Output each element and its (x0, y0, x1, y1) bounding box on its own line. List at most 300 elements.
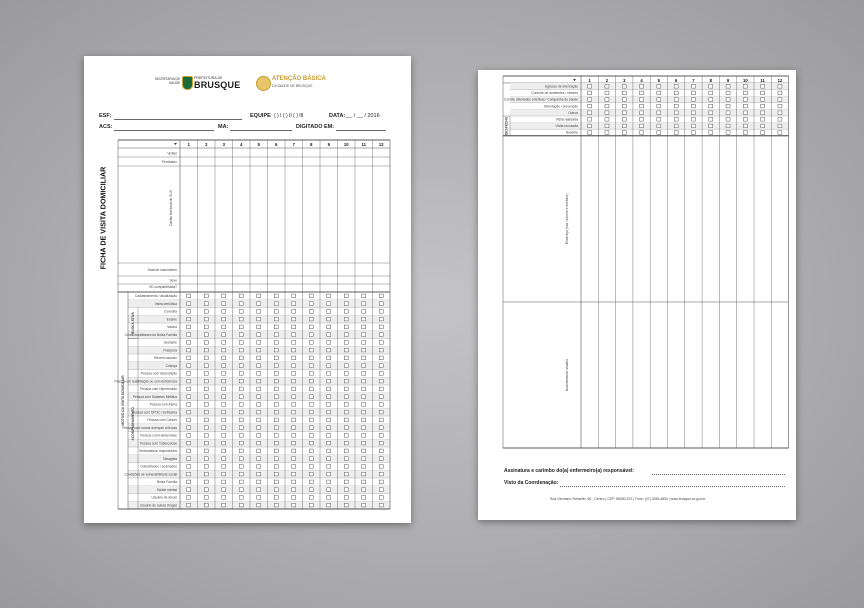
checkbox[interactable] (709, 111, 713, 115)
checkbox[interactable] (362, 403, 366, 407)
checkbox[interactable] (309, 410, 313, 414)
checkbox[interactable] (222, 341, 226, 345)
checkbox[interactable] (605, 118, 609, 122)
checkbox[interactable] (309, 472, 313, 476)
checkbox[interactable] (292, 372, 296, 376)
checkbox[interactable] (222, 434, 226, 438)
checkbox[interactable] (239, 348, 243, 352)
checkbox[interactable] (362, 372, 366, 376)
checkbox[interactable] (344, 426, 348, 430)
checkbox[interactable] (344, 441, 348, 445)
checkbox[interactable] (204, 480, 208, 484)
checkbox[interactable] (344, 503, 348, 507)
checkbox[interactable] (761, 91, 765, 95)
checkbox[interactable] (344, 480, 348, 484)
checkbox[interactable] (344, 341, 348, 345)
checkbox[interactable] (691, 124, 695, 128)
checkbox[interactable] (344, 449, 348, 453)
checkbox[interactable] (709, 104, 713, 108)
checkbox[interactable] (327, 364, 331, 368)
checkbox[interactable] (379, 480, 383, 484)
checkbox[interactable] (362, 496, 366, 500)
checkbox[interactable] (274, 441, 278, 445)
checkbox[interactable] (657, 85, 661, 89)
checkbox[interactable] (187, 372, 191, 376)
checkbox[interactable] (327, 395, 331, 399)
checkbox[interactable] (222, 503, 226, 507)
checkbox[interactable] (309, 348, 313, 352)
checkbox[interactable] (778, 98, 782, 102)
checkbox[interactable] (204, 426, 208, 430)
checkbox[interactable] (187, 449, 191, 453)
checkbox[interactable] (778, 131, 782, 135)
checkbox[interactable] (257, 472, 261, 476)
checkbox[interactable] (344, 465, 348, 469)
checkbox[interactable] (327, 465, 331, 469)
checkbox[interactable] (344, 325, 348, 329)
checkbox[interactable] (362, 341, 366, 345)
checkbox[interactable] (204, 465, 208, 469)
chevron-down-icon[interactable] (174, 143, 177, 145)
checkbox[interactable] (257, 426, 261, 430)
checkbox[interactable] (292, 465, 296, 469)
checkbox[interactable] (743, 124, 747, 128)
checkbox[interactable] (204, 364, 208, 368)
checkbox[interactable] (222, 441, 226, 445)
checkbox[interactable] (327, 457, 331, 461)
checkbox[interactable] (362, 472, 366, 476)
checkbox[interactable] (362, 395, 366, 399)
checkbox[interactable] (379, 372, 383, 376)
checkbox[interactable] (674, 118, 678, 122)
checkbox[interactable] (605, 85, 609, 89)
checkbox[interactable] (761, 85, 765, 89)
checkbox[interactable] (274, 449, 278, 453)
checkbox[interactable] (239, 449, 243, 453)
checkbox[interactable] (274, 379, 278, 383)
checkbox[interactable] (204, 302, 208, 306)
checkbox[interactable] (379, 379, 383, 383)
checkbox[interactable] (204, 341, 208, 345)
checkbox[interactable] (239, 472, 243, 476)
checkbox[interactable] (222, 472, 226, 476)
checkbox[interactable] (761, 124, 765, 128)
checkbox[interactable] (379, 472, 383, 476)
checkbox[interactable] (588, 118, 592, 122)
checkbox[interactable] (257, 410, 261, 414)
checkbox[interactable] (257, 310, 261, 314)
checkbox[interactable] (778, 91, 782, 95)
checkbox[interactable] (222, 465, 226, 469)
checkbox[interactable] (379, 356, 383, 360)
checkbox[interactable] (222, 348, 226, 352)
checkbox[interactable] (362, 503, 366, 507)
checkbox[interactable] (292, 472, 296, 476)
checkbox[interactable] (379, 465, 383, 469)
checkbox[interactable] (379, 426, 383, 430)
checkbox[interactable] (274, 333, 278, 337)
checkbox[interactable] (674, 91, 678, 95)
checkbox[interactable] (726, 131, 730, 135)
checkbox[interactable] (292, 325, 296, 329)
checkbox[interactable] (239, 364, 243, 368)
checkbox[interactable] (362, 410, 366, 414)
checkbox[interactable] (204, 418, 208, 422)
checkbox[interactable] (204, 449, 208, 453)
checkbox[interactable] (327, 341, 331, 345)
checkbox[interactable] (622, 111, 626, 115)
checkbox[interactable] (605, 98, 609, 102)
data-field[interactable]: __ / __ / 2016 (346, 113, 380, 119)
checkbox[interactable] (274, 434, 278, 438)
checkbox[interactable] (362, 426, 366, 430)
checkbox[interactable] (379, 410, 383, 414)
checkbox[interactable] (292, 348, 296, 352)
checkbox[interactable] (309, 395, 313, 399)
checkbox[interactable] (309, 333, 313, 337)
checkbox[interactable] (327, 488, 331, 492)
checkbox[interactable] (379, 325, 383, 329)
checkbox[interactable] (257, 364, 261, 368)
checkbox[interactable] (187, 503, 191, 507)
checkbox[interactable] (274, 395, 278, 399)
checkbox[interactable] (187, 341, 191, 345)
checkbox[interactable] (204, 395, 208, 399)
checkbox[interactable] (239, 302, 243, 306)
checkbox[interactable] (344, 410, 348, 414)
checkbox[interactable] (691, 118, 695, 122)
checkbox[interactable] (309, 372, 313, 376)
checkbox[interactable] (257, 403, 261, 407)
checkbox[interactable] (204, 387, 208, 391)
checkbox[interactable] (239, 333, 243, 337)
checkbox[interactable] (309, 310, 313, 314)
checkbox[interactable] (292, 379, 296, 383)
checkbox[interactable] (187, 480, 191, 484)
checkbox[interactable] (309, 294, 313, 298)
checkbox[interactable] (309, 488, 313, 492)
checkbox[interactable] (309, 403, 313, 407)
checkbox[interactable] (187, 317, 191, 321)
signature-nurse-field[interactable] (652, 474, 785, 475)
checkbox[interactable] (204, 325, 208, 329)
checkbox[interactable] (640, 98, 644, 102)
checkbox[interactable] (640, 111, 644, 115)
checkbox[interactable] (743, 131, 747, 135)
checkbox[interactable] (362, 488, 366, 492)
checkbox[interactable] (588, 98, 592, 102)
checkbox[interactable] (222, 418, 226, 422)
checkbox[interactable] (362, 302, 366, 306)
checkbox[interactable] (187, 426, 191, 430)
checkbox[interactable] (222, 410, 226, 414)
checkbox[interactable] (309, 434, 313, 438)
checkbox[interactable] (657, 118, 661, 122)
checkbox[interactable] (239, 395, 243, 399)
checkbox[interactable] (327, 317, 331, 321)
checkbox[interactable] (222, 488, 226, 492)
checkbox[interactable] (309, 356, 313, 360)
checkbox[interactable] (344, 434, 348, 438)
chevron-down-icon[interactable] (573, 79, 576, 81)
checkbox[interactable] (187, 496, 191, 500)
checkbox[interactable] (222, 364, 226, 368)
checkbox[interactable] (274, 310, 278, 314)
checkbox[interactable] (657, 131, 661, 135)
checkbox[interactable] (274, 426, 278, 430)
checkbox[interactable] (605, 104, 609, 108)
checkbox[interactable] (309, 387, 313, 391)
checkbox[interactable] (239, 496, 243, 500)
checkbox[interactable] (327, 310, 331, 314)
checkbox[interactable] (379, 310, 383, 314)
checkbox[interactable] (222, 457, 226, 461)
checkbox[interactable] (257, 488, 261, 492)
checkbox[interactable] (292, 333, 296, 337)
checkbox[interactable] (362, 310, 366, 314)
checkbox[interactable] (379, 348, 383, 352)
checkbox[interactable] (379, 457, 383, 461)
checkbox[interactable] (239, 465, 243, 469)
checkbox[interactable] (379, 503, 383, 507)
checkbox[interactable] (222, 372, 226, 376)
checkbox[interactable] (588, 85, 592, 89)
checkbox[interactable] (674, 104, 678, 108)
checkbox[interactable] (239, 426, 243, 430)
checkbox[interactable] (274, 457, 278, 461)
checkbox[interactable] (362, 441, 366, 445)
checkbox[interactable] (709, 124, 713, 128)
checkbox[interactable] (743, 118, 747, 122)
checkbox[interactable] (657, 91, 661, 95)
checkbox[interactable] (344, 333, 348, 337)
checkbox[interactable] (292, 341, 296, 345)
checkbox[interactable] (222, 395, 226, 399)
checkbox[interactable] (187, 403, 191, 407)
checkbox[interactable] (187, 488, 191, 492)
checkbox[interactable] (344, 403, 348, 407)
checkbox[interactable] (187, 441, 191, 445)
checkbox[interactable] (726, 85, 730, 89)
checkbox[interactable] (292, 496, 296, 500)
checkbox[interactable] (257, 449, 261, 453)
checkbox[interactable] (726, 91, 730, 95)
checkbox[interactable] (222, 294, 226, 298)
checkbox[interactable] (274, 364, 278, 368)
checkbox[interactable] (222, 449, 226, 453)
checkbox[interactable] (204, 294, 208, 298)
checkbox[interactable] (257, 465, 261, 469)
checkbox[interactable] (379, 302, 383, 306)
checkbox[interactable] (309, 341, 313, 345)
checkbox[interactable] (362, 379, 366, 383)
checkbox[interactable] (292, 434, 296, 438)
checkbox[interactable] (204, 434, 208, 438)
checkbox[interactable] (709, 118, 713, 122)
checkbox[interactable] (204, 496, 208, 500)
checkbox[interactable] (344, 310, 348, 314)
checkbox[interactable] (309, 496, 313, 500)
checkbox[interactable] (379, 294, 383, 298)
checkbox[interactable] (274, 418, 278, 422)
checkbox[interactable] (309, 364, 313, 368)
checkbox[interactable] (257, 441, 261, 445)
checkbox[interactable] (204, 356, 208, 360)
checkbox[interactable] (222, 480, 226, 484)
checkbox[interactable] (743, 98, 747, 102)
checkbox[interactable] (674, 85, 678, 89)
checkbox[interactable] (257, 348, 261, 352)
checkbox[interactable] (187, 364, 191, 368)
checkbox[interactable] (379, 387, 383, 391)
checkbox[interactable] (274, 387, 278, 391)
checkbox[interactable] (327, 302, 331, 306)
checkbox[interactable] (640, 91, 644, 95)
checkbox[interactable] (726, 118, 730, 122)
checkbox[interactable] (292, 418, 296, 422)
checkbox[interactable] (257, 457, 261, 461)
checkbox[interactable] (239, 457, 243, 461)
checkbox[interactable] (309, 503, 313, 507)
checkbox[interactable] (344, 418, 348, 422)
checkbox[interactable] (292, 395, 296, 399)
checkbox[interactable] (622, 104, 626, 108)
checkbox[interactable] (362, 387, 366, 391)
checkbox[interactable] (709, 98, 713, 102)
checkbox[interactable] (691, 104, 695, 108)
checkbox[interactable] (187, 333, 191, 337)
checkbox[interactable] (239, 310, 243, 314)
checkbox[interactable] (362, 457, 366, 461)
checkbox[interactable] (292, 410, 296, 414)
checkbox[interactable] (239, 403, 243, 407)
checkbox[interactable] (691, 111, 695, 115)
checkbox[interactable] (605, 124, 609, 128)
checkbox[interactable] (239, 434, 243, 438)
checkbox[interactable] (187, 418, 191, 422)
checkbox[interactable] (379, 395, 383, 399)
checkbox[interactable] (344, 317, 348, 321)
checkbox[interactable] (204, 457, 208, 461)
checkbox[interactable] (657, 124, 661, 128)
checkbox[interactable] (187, 457, 191, 461)
checkbox[interactable] (657, 104, 661, 108)
checkbox[interactable] (309, 426, 313, 430)
checkbox[interactable] (379, 364, 383, 368)
checkbox[interactable] (344, 364, 348, 368)
checkbox[interactable] (726, 124, 730, 128)
checkbox[interactable] (344, 379, 348, 383)
checkbox[interactable] (362, 325, 366, 329)
checkbox[interactable] (588, 111, 592, 115)
checkbox[interactable] (327, 348, 331, 352)
checkbox[interactable] (222, 426, 226, 430)
checkbox[interactable] (761, 118, 765, 122)
checkbox[interactable] (640, 124, 644, 128)
checkbox[interactable] (327, 496, 331, 500)
checkbox[interactable] (344, 348, 348, 352)
checkbox[interactable] (709, 85, 713, 89)
checkbox[interactable] (292, 403, 296, 407)
checkbox[interactable] (257, 503, 261, 507)
checkbox[interactable] (327, 387, 331, 391)
checkbox[interactable] (640, 104, 644, 108)
checkbox[interactable] (222, 333, 226, 337)
checkbox[interactable] (239, 441, 243, 445)
checkbox[interactable] (362, 364, 366, 368)
checkbox[interactable] (239, 418, 243, 422)
checkbox[interactable] (187, 434, 191, 438)
checkbox[interactable] (239, 480, 243, 484)
checkbox[interactable] (239, 341, 243, 345)
checkbox[interactable] (709, 131, 713, 135)
checkbox[interactable] (187, 410, 191, 414)
checkbox[interactable] (204, 403, 208, 407)
checkbox[interactable] (309, 418, 313, 422)
checkbox[interactable] (327, 410, 331, 414)
checkbox[interactable] (257, 372, 261, 376)
checkbox[interactable] (605, 91, 609, 95)
checkbox[interactable] (743, 104, 747, 108)
checkbox[interactable] (292, 488, 296, 492)
checkbox[interactable] (187, 325, 191, 329)
checkbox[interactable] (605, 111, 609, 115)
checkbox[interactable] (622, 91, 626, 95)
checkbox[interactable] (362, 418, 366, 422)
checkbox[interactable] (204, 488, 208, 492)
checkbox[interactable] (640, 118, 644, 122)
checkbox[interactable] (344, 395, 348, 399)
checkbox[interactable] (622, 118, 626, 122)
checkbox[interactable] (726, 98, 730, 102)
checkbox[interactable] (344, 372, 348, 376)
checkbox[interactable] (761, 111, 765, 115)
checkbox[interactable] (257, 341, 261, 345)
checkbox[interactable] (309, 465, 313, 469)
checkbox[interactable] (362, 434, 366, 438)
checkbox[interactable] (204, 372, 208, 376)
checkbox[interactable] (379, 418, 383, 422)
checkbox[interactable] (274, 403, 278, 407)
checkbox[interactable] (204, 348, 208, 352)
checkbox[interactable] (674, 111, 678, 115)
checkbox[interactable] (778, 111, 782, 115)
checkbox[interactable] (379, 317, 383, 321)
checkbox[interactable] (327, 472, 331, 476)
checkbox[interactable] (309, 457, 313, 461)
checkbox[interactable] (292, 441, 296, 445)
checkbox[interactable] (344, 488, 348, 492)
checkbox[interactable] (187, 310, 191, 314)
checkbox[interactable] (327, 372, 331, 376)
checkbox[interactable] (292, 317, 296, 321)
checkbox[interactable] (257, 480, 261, 484)
checkbox[interactable] (605, 131, 609, 135)
checkbox[interactable] (309, 302, 313, 306)
checkbox[interactable] (691, 131, 695, 135)
checkbox[interactable] (292, 356, 296, 360)
checkbox[interactable] (204, 503, 208, 507)
checkbox[interactable] (274, 325, 278, 329)
checkbox[interactable] (344, 457, 348, 461)
checkbox[interactable] (362, 333, 366, 337)
checkbox[interactable] (274, 465, 278, 469)
checkbox[interactable] (239, 325, 243, 329)
checkbox[interactable] (257, 434, 261, 438)
checkbox[interactable] (187, 379, 191, 383)
checkbox[interactable] (344, 496, 348, 500)
checkbox[interactable] (187, 302, 191, 306)
